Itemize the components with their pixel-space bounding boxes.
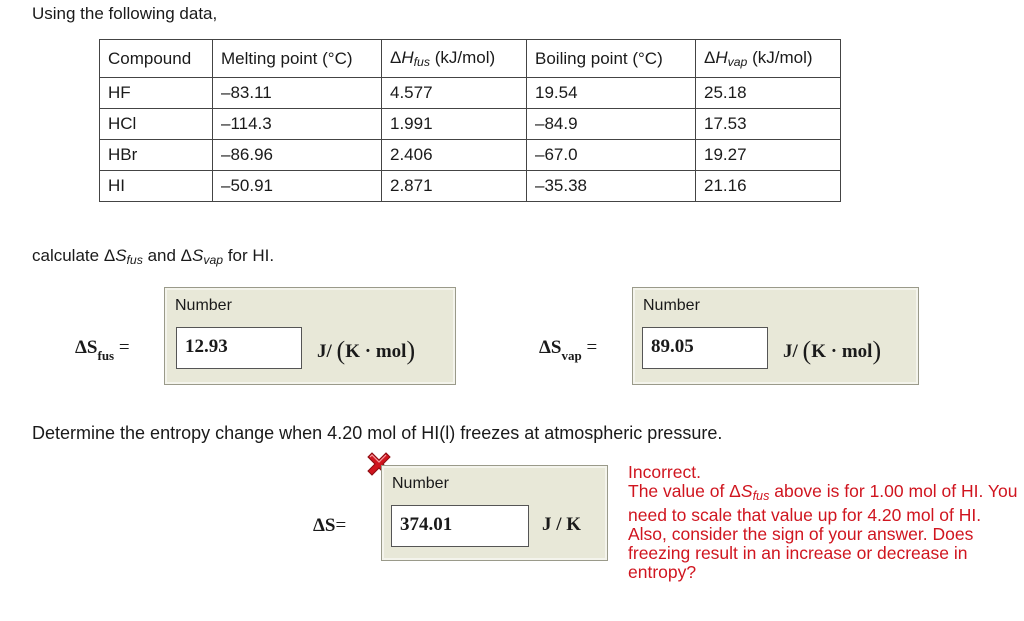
vap-answer-panel [632,287,919,385]
vap-unit: J/ (K · mol) [783,336,882,365]
delta-s-fus-symbol: $\Delta S_{fus}$ = [75,337,130,363]
total-number-label: Number [392,475,449,492]
vap-answer-input[interactable]: 89.05 [642,327,768,369]
table-row [100,140,841,171]
fus-unit: J/ (K · mol) [317,336,416,365]
table-cell: 21.16 [696,171,841,202]
header-compound: Compound [100,40,213,78]
table-row [100,78,841,109]
table-cell: –50.91 [213,171,382,202]
table-cell: 4.577 [382,78,527,109]
question-text: Determine the entropy change when 4.20 mol of HI(l) freezes at atmospheric pressure. [32,423,723,443]
table-cell: 1.991 [382,109,527,140]
table-cell: 17.53 [696,109,841,140]
table-cell: HF [100,78,213,109]
table-header-row [100,40,841,78]
table-cell: –86.96 [213,140,382,171]
table-cell: –67.0 [527,140,696,171]
header-melting-point: Melting point (°C) [213,40,382,78]
table-cell: HCl [100,109,213,140]
table-cell: HI [100,171,213,202]
header-h-fus: $\Delta H_{fus}$ (kJ/mol) [382,40,527,78]
table-cell: 25.18 [696,78,841,109]
table-cell: –35.38 [527,171,696,202]
table-cell: –84.9 [527,109,696,140]
feedback-title: Incorrect. [628,462,701,482]
data-table [99,39,841,202]
delta-s-vap-symbol: $\Delta S_{vap}$ = [539,337,598,363]
fus-answer-panel [164,287,456,385]
header-boiling-point: Boiling point (°C) [527,40,696,78]
total-unit: J / K [542,514,582,535]
vap-number-label: Number [643,297,700,314]
fus-answer-input[interactable]: 12.93 [176,327,302,369]
table-cell: HBr [100,140,213,171]
table-row [100,109,841,140]
calc-prompt: calculate $\Delta S_{fus}$ and $\Delta S_{vap}$ for HI. [32,246,275,268]
total-answer-input[interactable]: 374.01 [391,505,529,547]
table-cell: 2.406 [382,140,527,171]
table-cell: 19.54 [527,78,696,109]
delta-s-total-symbol: ΔS= [313,515,347,536]
table-cell: –114.3 [213,109,382,140]
fus-number-label: Number [175,297,232,314]
table-row [100,171,841,202]
header-h-vap: $\Delta H_{vap}$ (kJ/mol) [696,40,841,78]
table-cell: 2.871 [382,171,527,202]
total-answer-panel [381,465,608,561]
table-cell: –83.11 [213,78,382,109]
feedback-body: The value of $\Delta S_{fus}$ above is for 1.00 mol of HI. You need to scale that value up for 4.20 mol of HI. Also, consider the sign of your answer. Does freezing result in an increase or decrease in entropy? [628,481,1018,583]
intro-text: Using the following data, [32,4,218,23]
table-cell: 19.27 [696,140,841,171]
feedback-message [628,463,1020,582]
